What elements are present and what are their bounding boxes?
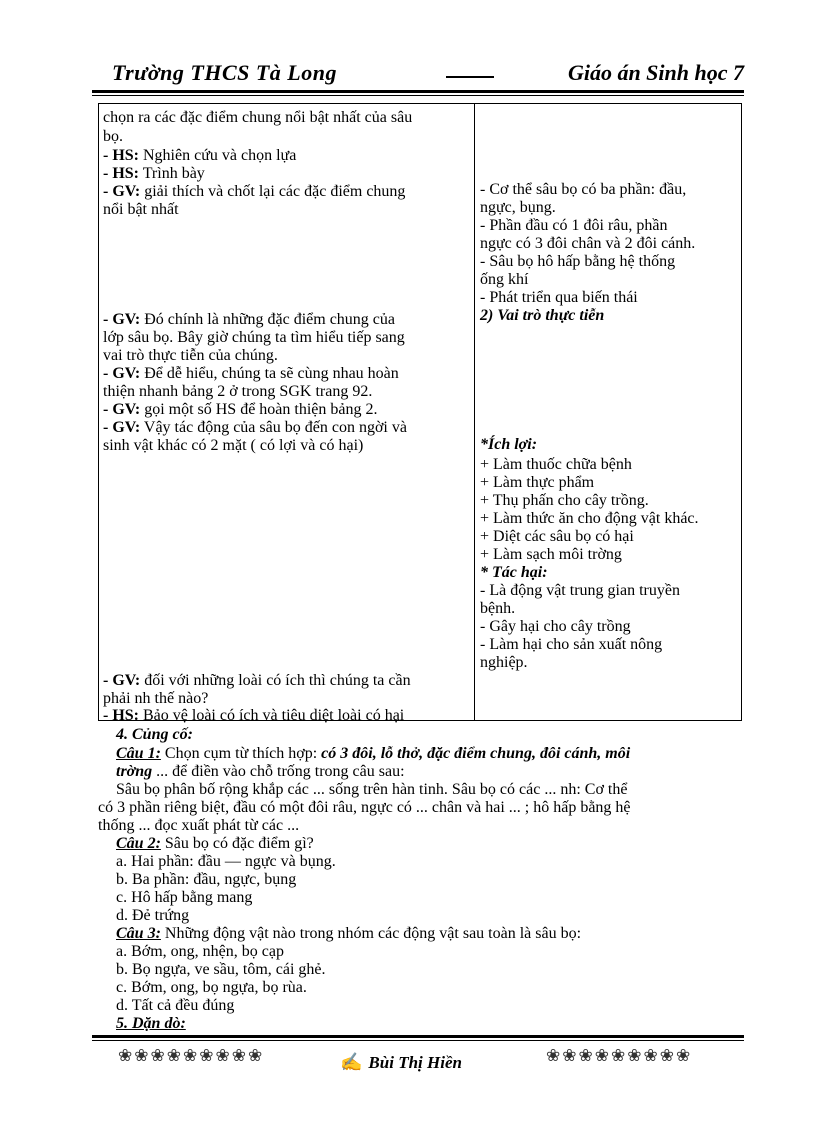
hs-line	[103, 165, 469, 183]
gv-line	[103, 672, 469, 690]
question-2	[116, 835, 314, 853]
right-line: - Phát triển qua biến thái	[480, 289, 638, 306]
gv-line	[103, 183, 469, 201]
question-label: Câu 3:	[116, 925, 161, 942]
gv-label: - GV:	[103, 672, 141, 689]
hs-line	[103, 147, 469, 165]
question-1	[116, 745, 736, 763]
right-line: - Cơ thể sâu bọ có ba phần: đầu,	[480, 181, 687, 198]
harm-item: - Làm hại cho sản xuất nông	[480, 636, 663, 653]
left-line: phải nh thế nào?	[103, 690, 209, 707]
question-terms: trờng	[116, 763, 153, 780]
answer-option: d. Tất cả đều đúng	[116, 997, 235, 1014]
header-rule-thin	[92, 95, 744, 96]
document-title: Giáo án Sinh học 7	[567, 60, 744, 85]
hs-label: - HS:	[103, 165, 139, 182]
gv-label: - GV:	[103, 365, 141, 382]
column-divider	[474, 104, 475, 720]
harm-item: nghiệp.	[480, 654, 528, 671]
left-line: chọn ra các đặc điểm chung nổi bật nhất của sâu	[103, 109, 413, 126]
question-3	[116, 925, 581, 943]
gv-text: giải thích và chốt lại các đặc điểm chung	[140, 183, 406, 200]
benefit-item: + Làm sạch môi trờng	[480, 546, 622, 563]
question-label: Câu 2:	[116, 835, 161, 852]
author-signature	[340, 1052, 462, 1073]
question-text: Những động vật nào trong nhóm các động vật sau toàn là sâu bọ:	[160, 925, 582, 942]
left-line: sinh vật khác có 2 mặt ( có lợi và có hại)	[103, 437, 364, 454]
gv-text: Để dễ hiểu, chúng ta sẽ cùng nhau hoàn	[140, 365, 399, 382]
gv-label: - GV:	[103, 183, 141, 200]
author-name: Bùi Thị Hiền	[368, 1053, 462, 1072]
left-line: lớp sâu bọ. Bây giờ chúng ta tìm hiểu tiếp sang	[103, 329, 405, 346]
right-line: - Sâu bọ hô hấp bằng hệ thống	[480, 253, 676, 270]
page-header	[92, 56, 744, 90]
right-line: ống khí	[480, 271, 529, 288]
hs-text: Bảo vệ loài có ích và tiêu diệt loài có hại	[139, 707, 405, 724]
question-body: Sâu bọ phân bố rộng khắp các ... sống trên hàn tinh. Sâu bọ có các ... nh: Cơ thể	[116, 781, 628, 798]
benefit-item: + Làm thuốc chữa bệnh	[480, 456, 632, 473]
gv-label: - GV:	[103, 419, 141, 436]
answer-option: b. Ba phần: đầu, ngực, bụng	[116, 871, 297, 888]
gv-label: - GV:	[103, 401, 141, 418]
question-text: ... để điền vào chỗ trống trong câu sau:	[152, 763, 405, 780]
hs-text: Nghiên cứu và chọn lựa	[139, 147, 297, 164]
gv-line	[103, 419, 469, 437]
harm-item: - Là động vật trung gian truyền	[480, 582, 680, 599]
homework-heading: 5. Dặn dò:	[116, 1015, 186, 1032]
footer-rule-thin	[92, 1040, 744, 1041]
gv-line	[103, 401, 469, 419]
header-separator	[420, 56, 520, 84]
benefit-item: + Thụ phấn cho cây trồng.	[480, 492, 649, 509]
gv-text: đối với những loài có ích thì chúng ta cần	[140, 672, 411, 689]
answer-option: d. Đẻ trứng	[116, 907, 190, 924]
answer-option: c. Hô hấp bằng mang	[116, 889, 253, 906]
harm-item: bệnh.	[480, 600, 516, 617]
question-terms: có 3 đôi, lỗ thở, đặc điểm chung, đôi cánh, môi	[321, 745, 631, 762]
question-1-cont	[116, 763, 405, 781]
harm-item: - Gây hại cho cây trồng	[480, 618, 631, 635]
answer-option: a. Hai phần: đầu — ngực và bụng.	[116, 853, 336, 870]
benefit-item: + Làm thức ăn cho động vật khác.	[480, 510, 699, 527]
gv-text: gọi một số HS để hoàn thiện bảng 2.	[140, 401, 378, 418]
gv-line	[103, 311, 469, 329]
hs-label: - HS:	[103, 707, 139, 724]
gv-text: Đó chính là những đặc điểm chung của	[140, 311, 396, 328]
hs-line	[103, 707, 469, 725]
lesson-table	[98, 103, 742, 724]
right-line: ngực có 3 đôi chân và 2 đôi cánh.	[480, 235, 696, 252]
left-line: thiện nhanh bảng 2 ở trong SGK trang 92.	[103, 383, 373, 400]
school-name: Trường THCS Tà Long	[112, 60, 337, 85]
gv-text: Vậy tác động của sâu bọ đến con ngời và	[140, 419, 407, 436]
hs-text: Trình bày	[139, 165, 205, 182]
flower-decoration-icon: ❀❀❀❀❀❀❀❀❀	[118, 1046, 265, 1065]
benefit-item: + Diệt các sâu bọ có hại	[480, 528, 634, 545]
question-body: thống ... đọc xuất phát từ các ...	[98, 817, 300, 834]
benefit-heading: *Ích lợi:	[480, 436, 538, 453]
footer-rule	[92, 1035, 744, 1038]
left-line: nổi bật nhất	[103, 201, 179, 218]
header-rule	[92, 90, 744, 93]
harm-heading: * Tác hại:	[480, 564, 548, 581]
pen-icon: ✍	[340, 1052, 363, 1072]
right-line: - Phần đầu có 1 đôi râu, phần	[480, 217, 668, 234]
answer-option: a. Bớm, ong, nhện, bọ cạp	[116, 943, 284, 960]
gv-label: - GV:	[103, 311, 141, 328]
question-text: Chọn cụm từ thích hợp:	[160, 745, 322, 762]
left-line: vai trò thực tiễn của chúng.	[103, 347, 278, 364]
answer-option: c. Bớm, ong, bọ ngựa, bọ rùa.	[116, 979, 307, 996]
left-line: bọ.	[103, 128, 123, 145]
benefit-item: + Làm thực phẩm	[480, 474, 595, 491]
answer-option: b. Bọ ngựa, ve sầu, tôm, cái ghẻ.	[116, 961, 326, 978]
question-label: Câu 1:	[116, 745, 161, 762]
section-heading: 2) Vai trò thực tiễn	[480, 307, 605, 324]
gv-line	[103, 365, 469, 383]
question-text: Sâu bọ có đặc điểm gì?	[160, 835, 314, 852]
flower-decoration-icon: ❀❀❀❀❀❀❀❀❀	[546, 1046, 693, 1065]
question-body: có 3 phần riêng biệt, đầu có một đôi râu, ngực có ... chân và hai ... ; hô hấp bằng hệ	[98, 799, 631, 816]
hs-label: - HS:	[103, 147, 139, 164]
right-line: ngực, bụng.	[480, 199, 556, 216]
consolidation-heading: 4. Củng cố:	[116, 726, 193, 743]
